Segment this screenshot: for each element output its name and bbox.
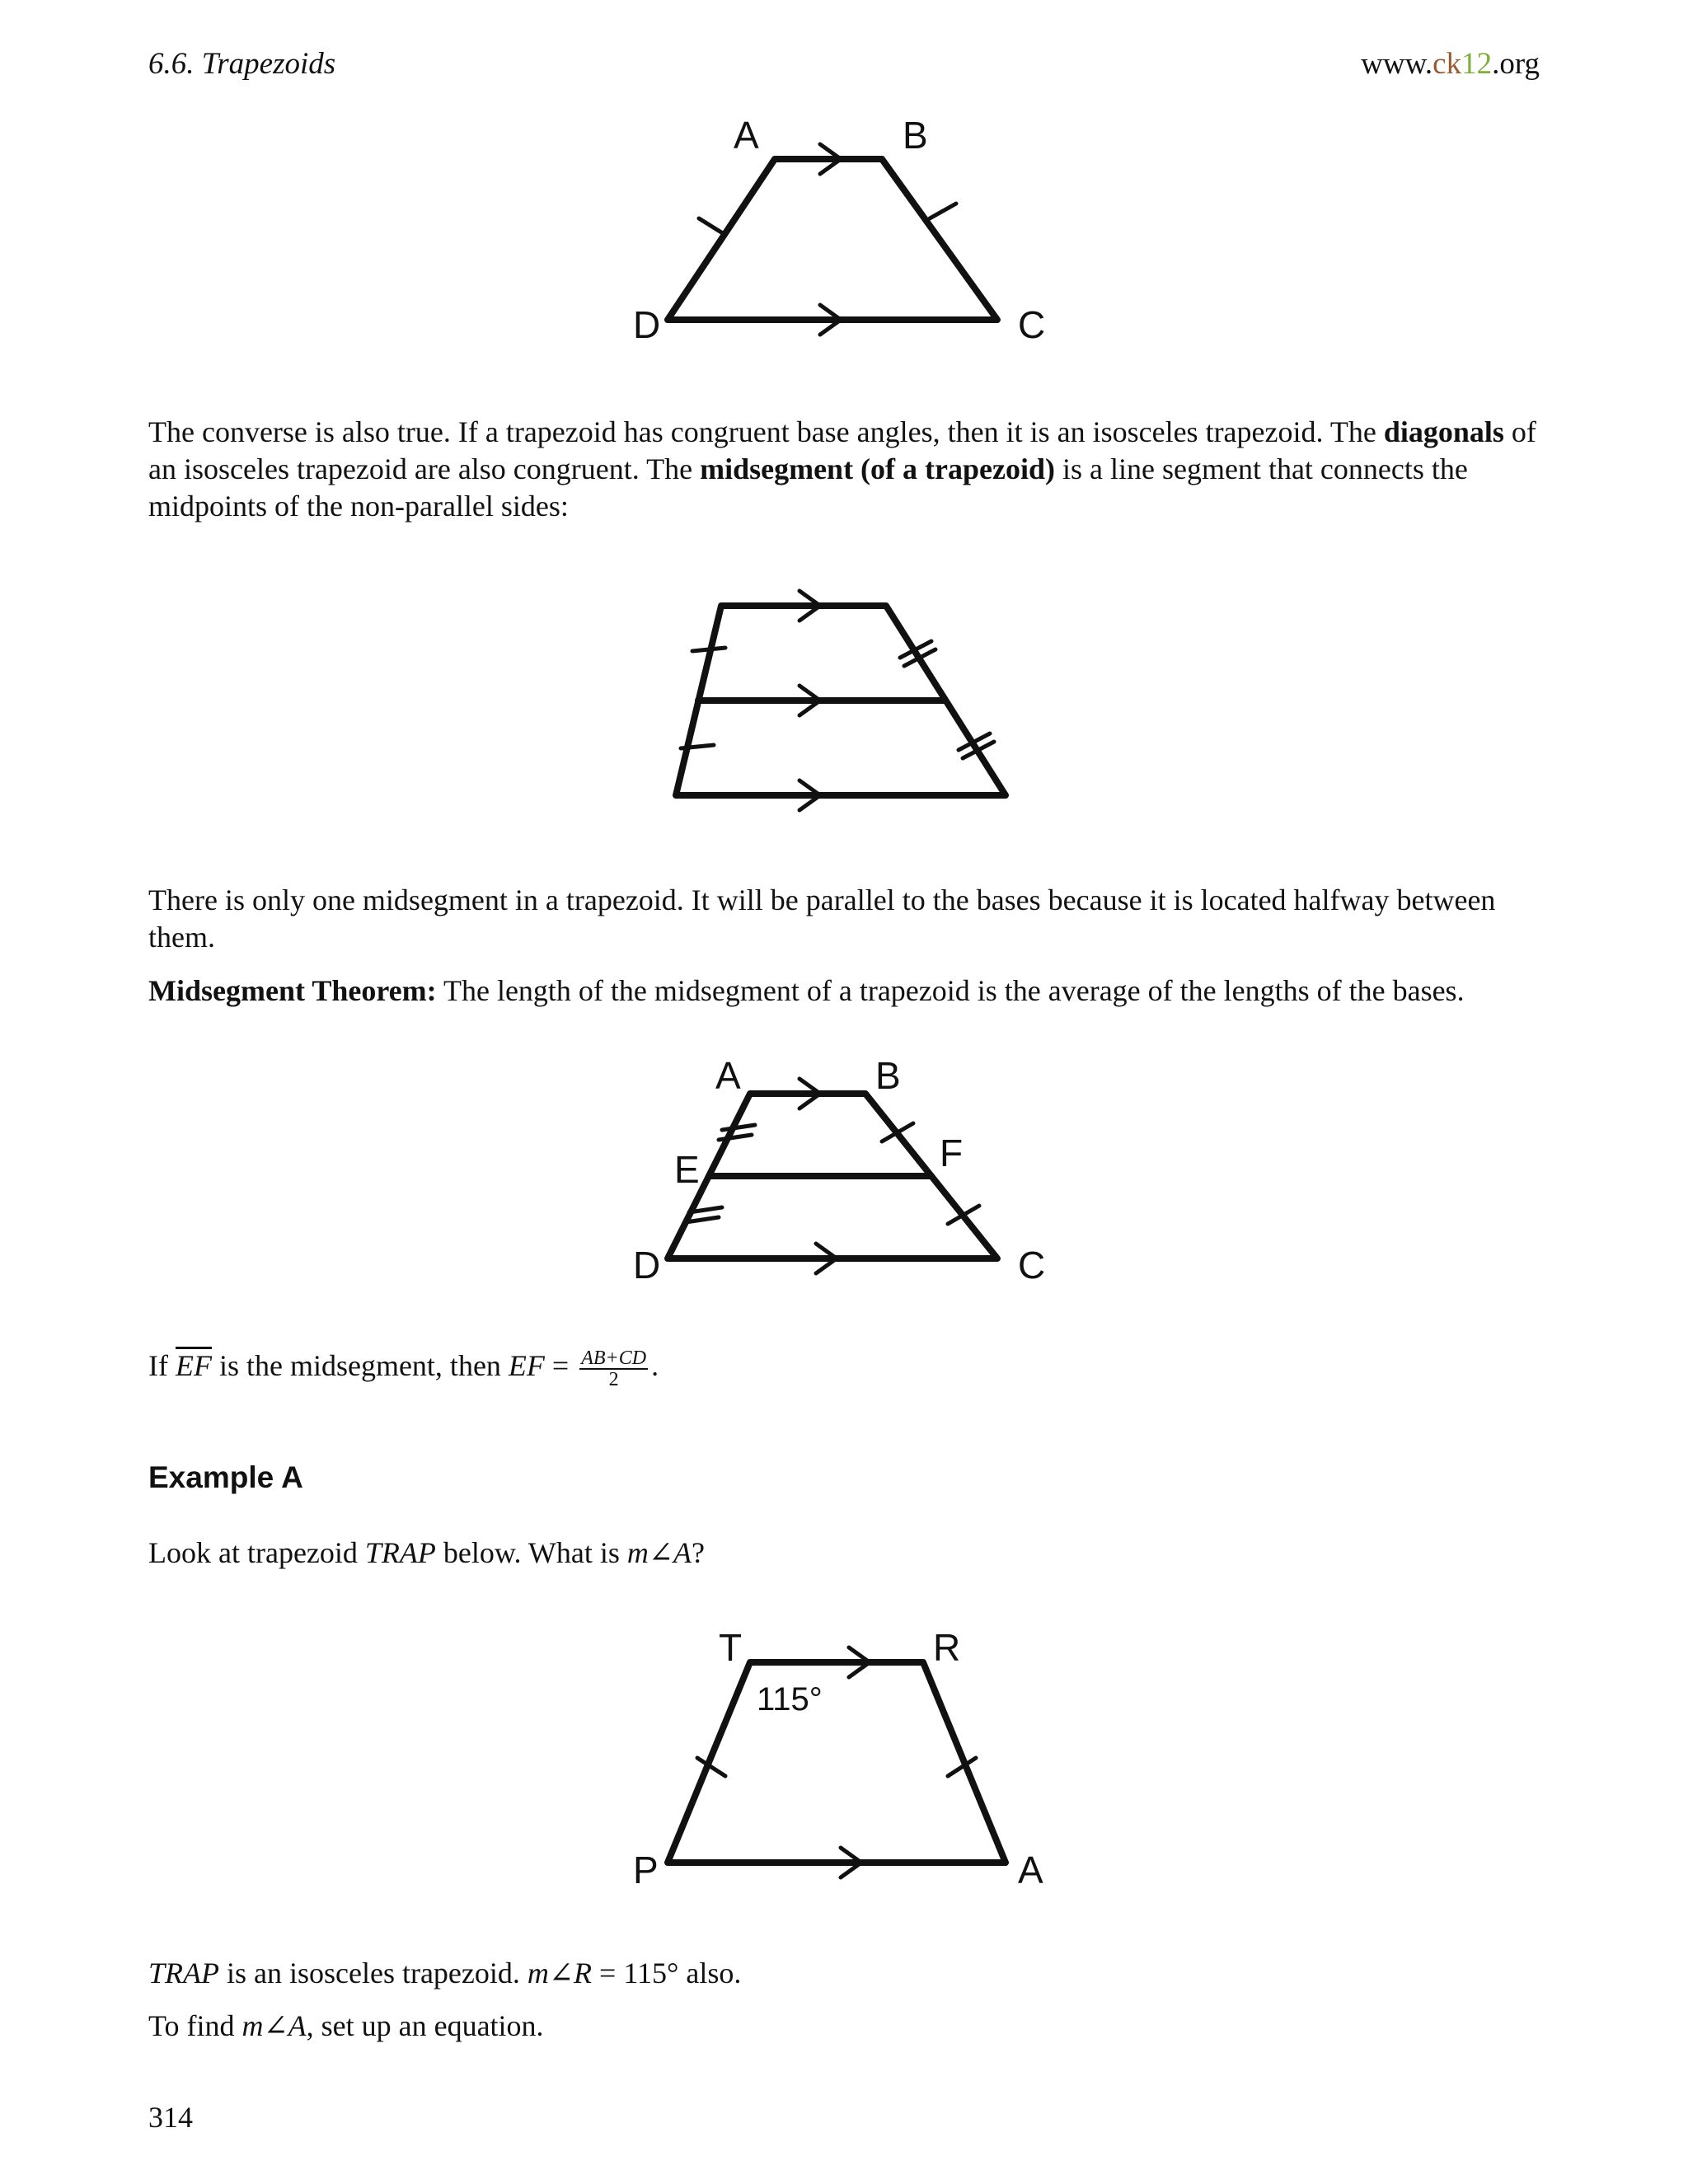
midsegment-formula: If $\overline{EF}$ is the midsegment, then EF = $\frac{AB+CD}{2}$ . (148, 1347, 659, 1390)
example-question: Look at trapezoid TRAP below. What is m∠A? (148, 1536, 706, 1569)
double-tick-left-upper-2 (719, 1135, 752, 1140)
term-midsegment: midsegment (of a trapezoid) (700, 452, 1055, 485)
vertex-label-b: B (875, 1059, 901, 1097)
site-link[interactable] (1361, 46, 1540, 82)
paragraph-one-midsegment: There is only one midsegment in a trapezoid. It will be parallel to the bases because it is located halfway between them. (148, 883, 1496, 954)
trapezoid-outline (668, 1662, 1006, 1863)
site-num: 12 (1461, 47, 1493, 81)
figure-trapezoid-trap (610, 1628, 1071, 1908)
page-number: 314 (148, 2101, 193, 2134)
vertex-label-p: P (633, 1849, 659, 1891)
segment-ef: $\overline{EF}$ (175, 1349, 212, 1382)
para1-text-1: The converse is also true. If a trapezoid has congruent base angles, then it is an isosceles trapezoid. The (148, 415, 1384, 448)
trapezoid-name: TRAP (148, 1957, 219, 1990)
vertex-label-d: D (633, 1244, 661, 1286)
theorem-text: The length of the midsegment of a trapezoid is the average of the lengths of the bases. (436, 974, 1465, 1007)
example-heading: Example A (148, 1460, 303, 1494)
section-title: 6.6. Trapezoids (148, 47, 336, 81)
congruent-tick-left (699, 218, 725, 235)
site-ck: ck (1432, 47, 1462, 81)
para1-text-2: of an isosceles trapezoid are also congruent. The (148, 415, 1536, 485)
fraction-numerator: AB+CD (581, 1347, 647, 1369)
fraction-denominator: 2 (608, 1368, 619, 1390)
site-prefix: www. (1361, 47, 1433, 81)
midpoint-label-e: E (674, 1148, 700, 1191)
vertex-label-a: A (715, 1059, 741, 1097)
figure-trapezoid-midsegment (651, 577, 1030, 824)
angle-r: m∠R (527, 1957, 593, 1990)
vertex-label-r: R (933, 1628, 961, 1669)
vertex-label-a: A (1018, 1849, 1043, 1891)
midsegment-theorem (148, 972, 1541, 1010)
congruent-tick-right (930, 204, 956, 218)
figure-isosceles-trapezoid (610, 115, 1071, 363)
vertex-label-c: C (1018, 303, 1046, 346)
vertex-label-b: B (903, 115, 928, 157)
solution-line-1: TRAP is an isosceles trapezoid. m∠R = 115° also. (148, 1957, 742, 1990)
fraction (579, 1348, 648, 1390)
trapezoid-outline (668, 159, 997, 320)
site-suffix: .org (1492, 47, 1540, 81)
vertex-label-t: T (719, 1628, 743, 1669)
angle-label-115: 115° (757, 1681, 823, 1718)
vertex-label-a: A (734, 115, 759, 157)
figure-trapezoid-ef (610, 1059, 1071, 1306)
solution-line-2: To find m∠A, set up an equation. (148, 2009, 544, 2042)
vertex-label-d: D (633, 303, 661, 346)
paragraph-converse (148, 414, 1541, 525)
vertex-label-c: C (1018, 1244, 1046, 1286)
para1-text-3: is a line segment that connects the midpoints of the non-parallel sides: (148, 452, 1468, 523)
double-tick-left-upper-1 (722, 1125, 755, 1130)
term-diagonals: diagonals (1383, 415, 1504, 448)
trapezoid-name: TRAP (364, 1536, 436, 1569)
angle-a: m∠A (241, 2009, 307, 2042)
formula-lhs: EF (508, 1349, 545, 1382)
theorem-label: Midsegment Theorem: (148, 974, 437, 1007)
midpoint-label-f: F (940, 1132, 964, 1174)
angle-a: m∠A (626, 1536, 692, 1569)
tick-left-upper (692, 648, 725, 651)
